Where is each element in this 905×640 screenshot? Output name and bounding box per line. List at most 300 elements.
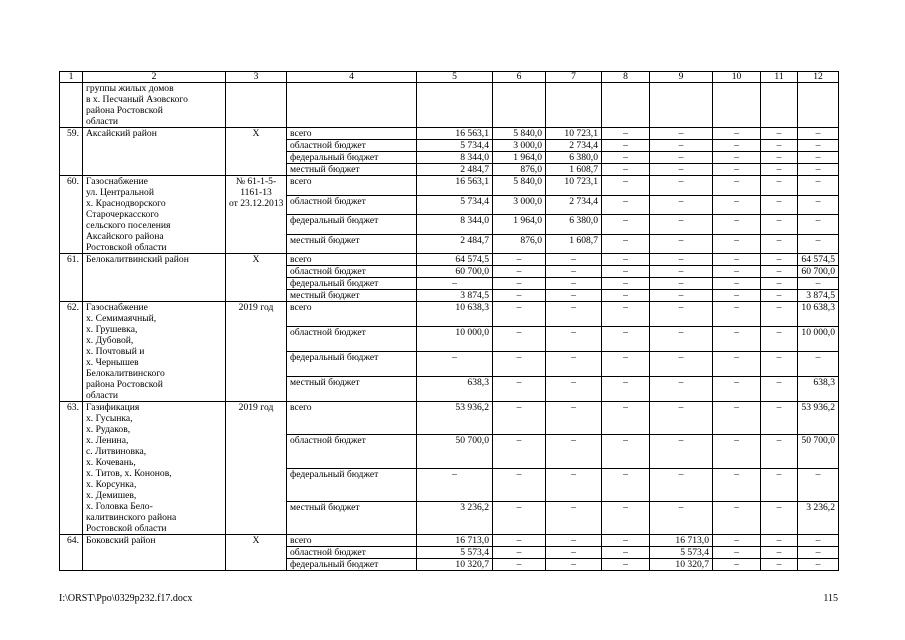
doc-line: № 61-1-5-	[235, 176, 277, 187]
page-number: 115	[823, 593, 838, 604]
column-header: 1	[60, 72, 83, 83]
funding-source: областной бюджет	[287, 195, 417, 215]
funding-source: местный бюджет	[287, 290, 417, 302]
value-cell: –	[546, 352, 602, 377]
value-cell: –	[798, 164, 839, 176]
name-line: Белокалитвинский район	[86, 254, 189, 265]
value-cell: 876,0	[493, 164, 546, 176]
continuation-name	[83, 83, 226, 128]
value-cell: –	[417, 468, 493, 501]
value-cell: –	[546, 435, 602, 468]
funding-source: областной бюджет	[287, 266, 417, 278]
value-cell: –	[798, 176, 839, 196]
value-cell: 5 840,0	[493, 128, 546, 140]
value-cell: –	[602, 266, 650, 278]
value-cell: 3 000,0	[493, 140, 546, 152]
value-cell: –	[602, 152, 650, 164]
doc-line: 2019 год	[238, 302, 274, 313]
value-cell: –	[546, 327, 602, 352]
value-cell: 5 734,4	[417, 140, 493, 152]
column-header: 5	[417, 72, 493, 83]
value-cell: –	[493, 501, 546, 534]
object-name	[83, 254, 226, 302]
column-header: 8	[602, 72, 650, 83]
document-ref	[226, 254, 287, 302]
name-line: х. Корсунка,	[86, 479, 137, 490]
document-ref	[226, 302, 287, 402]
value-cell: –	[602, 254, 650, 266]
funding-source: местный бюджет	[287, 501, 417, 534]
cell-empty	[761, 83, 798, 128]
cell-empty	[493, 83, 546, 128]
doc-line: 2019 год	[238, 402, 274, 413]
value-cell: –	[761, 468, 798, 501]
funding-source: всего	[287, 128, 417, 140]
value-cell: 53 936,2	[417, 402, 493, 435]
name-line: х. Семимаячный,	[86, 313, 157, 324]
value-cell: 638,3	[798, 377, 839, 402]
value-cell: 6 380,0	[546, 215, 602, 235]
value-cell: –	[798, 215, 839, 235]
cell-empty	[226, 83, 287, 128]
value-cell: –	[650, 290, 713, 302]
value-cell: 1 964,0	[493, 152, 546, 164]
value-cell: –	[650, 164, 713, 176]
value-cell: 10 000,0	[798, 327, 839, 352]
value-cell: 2 734,4	[546, 140, 602, 152]
name-line: группы жилых домов	[86, 83, 174, 94]
name-line: района Ростовской	[86, 105, 163, 116]
value-cell: –	[761, 290, 798, 302]
value-cell: –	[650, 435, 713, 468]
funding-source: федеральный бюджет	[287, 468, 417, 501]
value-cell: –	[713, 254, 761, 266]
value-cell: –	[602, 302, 650, 327]
value-cell: –	[650, 254, 713, 266]
value-cell: –	[602, 468, 650, 501]
cell-empty	[60, 83, 83, 128]
value-cell: –	[602, 215, 650, 235]
value-cell: 5 734,4	[417, 195, 493, 215]
name-line: с. Литвиновка,	[86, 446, 147, 457]
value-cell: –	[546, 547, 602, 559]
value-cell: –	[798, 535, 839, 547]
object-name	[83, 128, 226, 176]
value-cell: –	[650, 234, 713, 254]
value-cell: –	[761, 377, 798, 402]
doc-line: Х	[252, 535, 260, 546]
value-cell: 8 344,0	[417, 215, 493, 235]
value-cell: –	[650, 128, 713, 140]
value-cell: –	[650, 402, 713, 435]
value-cell: 53 936,2	[798, 402, 839, 435]
value-cell: 64 574,5	[417, 254, 493, 266]
name-line: х. Кочевань,	[86, 457, 136, 468]
value-cell: –	[546, 402, 602, 435]
value-cell: –	[546, 535, 602, 547]
value-cell: –	[602, 327, 650, 352]
value-cell: –	[713, 402, 761, 435]
value-cell: 3 236,2	[417, 501, 493, 534]
value-cell: –	[713, 501, 761, 534]
value-cell: –	[493, 547, 546, 559]
column-header: 6	[493, 72, 546, 83]
column-header: 4	[287, 72, 417, 83]
value-cell: –	[713, 140, 761, 152]
value-cell: –	[493, 377, 546, 402]
document-ref	[226, 128, 287, 176]
name-line: х. Демишев,	[86, 490, 137, 501]
value-cell: –	[798, 352, 839, 377]
cell-empty	[798, 83, 839, 128]
value-cell: –	[493, 254, 546, 266]
value-cell: –	[761, 266, 798, 278]
value-cell: –	[713, 152, 761, 164]
value-cell: –	[761, 302, 798, 327]
value-cell: –	[602, 377, 650, 402]
cell-empty	[650, 83, 713, 128]
funding-source: федеральный бюджет	[287, 152, 417, 164]
name-line: х. Рудаков,	[86, 424, 131, 435]
name-line: х. Дубовой,	[86, 335, 134, 346]
funding-source: всего	[287, 402, 417, 435]
value-cell: –	[493, 435, 546, 468]
value-cell: –	[417, 278, 493, 290]
value-cell: 2 734,4	[546, 195, 602, 215]
cell-empty	[417, 83, 493, 128]
column-header: 12	[798, 72, 839, 83]
cell-empty	[713, 83, 761, 128]
name-line: х. Гусынка,	[86, 413, 133, 424]
value-cell: 60 700,0	[417, 266, 493, 278]
value-cell: –	[650, 152, 713, 164]
name-line: калитвинского района	[86, 512, 177, 523]
value-cell: –	[713, 278, 761, 290]
value-cell: –	[713, 164, 761, 176]
funding-source: федеральный бюджет	[287, 215, 417, 235]
row-number: 64.	[60, 535, 83, 571]
value-cell: –	[546, 266, 602, 278]
doc-line: Х	[252, 254, 260, 265]
value-cell: 8 344,0	[417, 152, 493, 164]
value-cell: –	[761, 152, 798, 164]
table-row	[60, 128, 839, 140]
value-cell: –	[713, 535, 761, 547]
value-cell: –	[650, 468, 713, 501]
value-cell: 3 874,5	[417, 290, 493, 302]
value-cell: –	[713, 128, 761, 140]
value-cell: –	[798, 547, 839, 559]
value-cell: –	[650, 377, 713, 402]
name-line: Газоснабжение	[86, 302, 148, 313]
name-line: Боковский район	[86, 535, 156, 546]
value-cell: 2 484,7	[417, 164, 493, 176]
document-ref	[226, 535, 287, 571]
value-cell: 64 574,5	[798, 254, 839, 266]
value-cell: –	[713, 195, 761, 215]
name-line: в х. Песчаный Азовского	[86, 94, 188, 105]
name-line: Газификация	[86, 402, 140, 413]
value-cell: 3 874,5	[798, 290, 839, 302]
document-ref	[226, 402, 287, 535]
continuation-row	[60, 83, 839, 128]
value-cell: –	[798, 140, 839, 152]
funding-source: областной бюджет	[287, 435, 417, 468]
value-cell: –	[798, 195, 839, 215]
name-line: сельского поселения	[86, 220, 171, 231]
value-cell: –	[713, 327, 761, 352]
value-cell: 5 840,0	[493, 176, 546, 196]
funding-source: всего	[287, 176, 417, 196]
value-cell: –	[602, 535, 650, 547]
value-cell: –	[650, 176, 713, 196]
value-cell: –	[798, 128, 839, 140]
value-cell: 60 700,0	[798, 266, 839, 278]
name-line: области	[86, 116, 119, 127]
value-cell: –	[602, 559, 650, 571]
value-cell: –	[650, 327, 713, 352]
funding-source: всего	[287, 535, 417, 547]
value-cell: –	[761, 547, 798, 559]
value-cell: –	[493, 290, 546, 302]
value-cell: –	[798, 468, 839, 501]
value-cell: –	[761, 352, 798, 377]
column-header: 11	[761, 72, 798, 83]
value-cell: –	[602, 128, 650, 140]
value-cell: 50 700,0	[798, 435, 839, 468]
column-header: 9	[650, 72, 713, 83]
value-cell: –	[798, 559, 839, 571]
value-cell: 50 700,0	[417, 435, 493, 468]
value-cell: –	[761, 501, 798, 534]
value-cell: –	[761, 234, 798, 254]
value-cell: –	[602, 402, 650, 435]
value-cell: –	[761, 254, 798, 266]
value-cell: 3 000,0	[493, 195, 546, 215]
value-cell: 10 320,7	[417, 559, 493, 571]
funding-source: федеральный бюджет	[287, 559, 417, 571]
value-cell: –	[713, 559, 761, 571]
value-cell: –	[713, 290, 761, 302]
value-cell: –	[650, 352, 713, 377]
value-cell: –	[761, 195, 798, 215]
column-header: 3	[226, 72, 287, 83]
doc-line: от 23.12.2013	[229, 198, 284, 209]
row-number: 63.	[60, 402, 83, 535]
value-cell: –	[650, 215, 713, 235]
value-cell: –	[602, 278, 650, 290]
value-cell: –	[713, 547, 761, 559]
value-cell: 2 484,7	[417, 234, 493, 254]
value-cell: –	[761, 327, 798, 352]
header-row	[60, 72, 839, 83]
funding-source: всего	[287, 254, 417, 266]
value-cell: –	[713, 377, 761, 402]
value-cell: –	[546, 468, 602, 501]
name-line: х. Грушевка,	[86, 324, 138, 335]
table-row	[60, 176, 839, 196]
value-cell: –	[761, 164, 798, 176]
footer-file-path: I:\ORST\Ppo\0329p232.f17.docx	[59, 593, 193, 604]
row-number: 60.	[60, 176, 83, 254]
value-cell: –	[650, 278, 713, 290]
value-cell: –	[546, 302, 602, 327]
value-cell: –	[761, 128, 798, 140]
value-cell: –	[713, 266, 761, 278]
funding-source: местный бюджет	[287, 164, 417, 176]
row-number: 59.	[60, 128, 83, 176]
name-line: Аксайский район	[86, 128, 157, 139]
value-cell: 3 236,2	[798, 501, 839, 534]
value-cell: –	[493, 327, 546, 352]
value-cell: 1 608,7	[546, 164, 602, 176]
funding-source: местный бюджет	[287, 377, 417, 402]
value-cell: –	[546, 254, 602, 266]
name-line: х. Головка Бело-	[86, 501, 153, 512]
object-name	[83, 535, 226, 571]
value-cell: –	[602, 547, 650, 559]
value-cell: 16 563,1	[417, 128, 493, 140]
value-cell: 16 713,0	[417, 535, 493, 547]
value-cell: –	[761, 535, 798, 547]
value-cell: –	[761, 559, 798, 571]
doc-line: Х	[252, 128, 260, 139]
value-cell: –	[602, 176, 650, 196]
value-cell: –	[713, 215, 761, 235]
funding-source: областной бюджет	[287, 140, 417, 152]
name-line: ул. Центральной	[86, 187, 154, 198]
value-cell: 876,0	[493, 234, 546, 254]
value-cell: 10 638,3	[798, 302, 839, 327]
value-cell: –	[546, 501, 602, 534]
row-number: 62.	[60, 302, 83, 402]
value-cell: –	[761, 278, 798, 290]
budget-table	[59, 71, 839, 571]
funding-source: местный бюджет	[287, 234, 417, 254]
value-cell: –	[602, 195, 650, 215]
value-cell: –	[650, 195, 713, 215]
document-ref	[226, 176, 287, 254]
funding-source: федеральный бюджет	[287, 352, 417, 377]
value-cell: –	[417, 352, 493, 377]
value-cell: –	[761, 435, 798, 468]
name-line: Белокалитвинского	[86, 368, 165, 379]
value-cell: 6 380,0	[546, 152, 602, 164]
value-cell: –	[546, 290, 602, 302]
row-number: 61.	[60, 254, 83, 302]
value-cell: –	[546, 278, 602, 290]
column-header: 7	[546, 72, 602, 83]
value-cell: –	[761, 215, 798, 235]
value-cell: –	[713, 176, 761, 196]
column-header: 10	[713, 72, 761, 83]
value-cell: 5 573,4	[417, 547, 493, 559]
value-cell: –	[602, 352, 650, 377]
value-cell: –	[798, 278, 839, 290]
value-cell: 10 000,0	[417, 327, 493, 352]
value-cell: 10 638,3	[417, 302, 493, 327]
value-cell: 10 320,7	[650, 559, 713, 571]
value-cell: –	[761, 176, 798, 196]
name-line: Ростовской области	[86, 523, 167, 534]
value-cell: –	[650, 501, 713, 534]
value-cell: –	[493, 535, 546, 547]
value-cell: –	[713, 435, 761, 468]
doc-line: 1161-13	[240, 187, 272, 198]
name-line: Аксайского района	[86, 231, 164, 242]
table-row	[60, 535, 839, 547]
value-cell: 5 573,4	[650, 547, 713, 559]
name-line: Газоснабжение	[86, 176, 148, 187]
table-row	[60, 254, 839, 266]
name-line: области	[86, 390, 119, 401]
value-cell: –	[650, 140, 713, 152]
name-line: Старочеркасского	[86, 209, 159, 220]
value-cell: –	[761, 140, 798, 152]
funding-source: областной бюджет	[287, 547, 417, 559]
value-cell: –	[713, 352, 761, 377]
name-line: х. Почтовый и	[86, 346, 145, 357]
value-cell: –	[546, 377, 602, 402]
value-cell: –	[761, 402, 798, 435]
table-row	[60, 302, 839, 327]
value-cell: –	[602, 234, 650, 254]
table-row	[60, 402, 839, 435]
value-cell: –	[546, 559, 602, 571]
value-cell: 10 723,1	[546, 176, 602, 196]
value-cell: –	[493, 266, 546, 278]
name-line: х. Чернышев	[86, 357, 139, 368]
value-cell: –	[713, 234, 761, 254]
value-cell: –	[650, 302, 713, 327]
value-cell: 16 563,1	[417, 176, 493, 196]
name-line: Ростовской области	[86, 242, 167, 253]
name-line: х. Титов, х. Кононов,	[86, 468, 172, 479]
object-name	[83, 176, 226, 254]
name-line: района Ростовской	[86, 379, 163, 390]
name-line: х. Ленина,	[86, 435, 129, 446]
value-cell: –	[493, 559, 546, 571]
value-cell: 10 723,1	[546, 128, 602, 140]
value-cell: –	[650, 266, 713, 278]
value-cell: –	[493, 302, 546, 327]
object-name	[83, 402, 226, 535]
funding-source: всего	[287, 302, 417, 327]
value-cell: –	[713, 302, 761, 327]
value-cell: –	[493, 468, 546, 501]
object-name	[83, 302, 226, 402]
name-line: х. Краснодворского	[86, 198, 166, 209]
value-cell: –	[602, 501, 650, 534]
value-cell: –	[493, 402, 546, 435]
value-cell: 638,3	[417, 377, 493, 402]
value-cell: –	[602, 140, 650, 152]
value-cell: –	[602, 164, 650, 176]
value-cell: –	[798, 234, 839, 254]
cell-empty	[546, 83, 602, 128]
value-cell: –	[493, 352, 546, 377]
value-cell: 1 964,0	[493, 215, 546, 235]
cell-empty	[602, 83, 650, 128]
value-cell: –	[602, 290, 650, 302]
funding-source: федеральный бюджет	[287, 278, 417, 290]
column-header: 2	[83, 72, 226, 83]
value-cell: –	[602, 435, 650, 468]
cell-empty	[287, 83, 417, 128]
value-cell: –	[493, 278, 546, 290]
value-cell: 1 608,7	[546, 234, 602, 254]
funding-source: областной бюджет	[287, 327, 417, 352]
